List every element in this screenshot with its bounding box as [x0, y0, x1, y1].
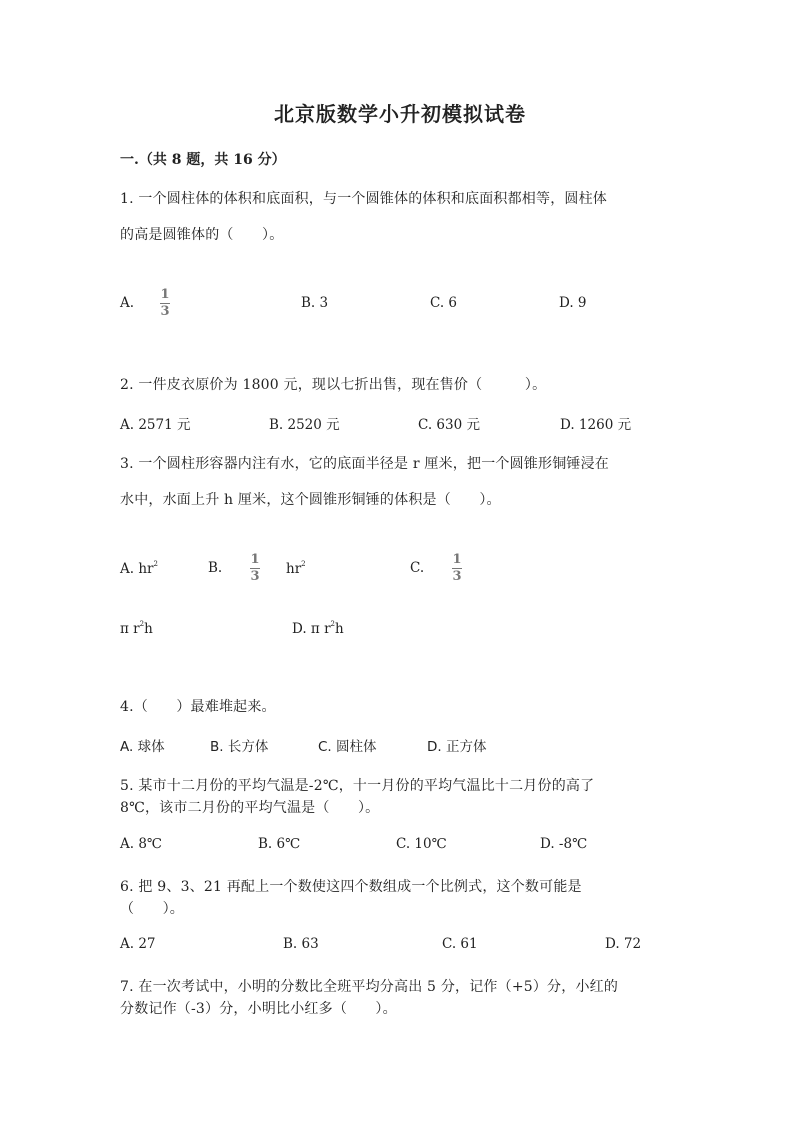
option-d-text: D. π r: [292, 621, 331, 637]
question-1-line-1: 1. 一个圆柱体的体积和底面积，与一个圆锥体的体积和底面积都相等，圆柱体: [120, 191, 608, 207]
fraction-denominator: 3: [452, 569, 462, 584]
exponent: 2: [330, 620, 336, 628]
option-c[interactable]: C. 6: [430, 295, 458, 311]
option-b-tail: [286, 560, 306, 577]
option-b[interactable]: B. 6℃: [258, 836, 301, 852]
option-d[interactable]: [292, 620, 344, 637]
fraction-numerator: 1: [160, 287, 170, 302]
option-c[interactable]: C. 圆柱体: [318, 739, 377, 755]
question-6-line-2: （ ）。: [120, 901, 184, 917]
option-a-text: A. hr: [120, 561, 154, 577]
option-b[interactable]: B. 长方体: [210, 739, 269, 755]
option-d[interactable]: D. -8℃: [540, 836, 588, 852]
fraction-denominator: 3: [160, 304, 170, 319]
section-heading: 一.（共 8 题，共 16 分）: [120, 152, 286, 168]
option-b[interactable]: B. 3: [301, 295, 329, 311]
question-6-line-1: 6. 把 9、3、21 再配上一个数使这四个数组成一个比例式，这个数可能是: [120, 879, 582, 895]
option-c-tail: [120, 620, 153, 637]
option-d-h: h: [335, 621, 344, 637]
option-c-label[interactable]: C.: [410, 560, 425, 576]
option-a[interactable]: A. 27: [120, 936, 156, 952]
question-2-line-1: 2. 一件皮衣原价为 1800 元，现以七折出售，现在售价（ ）。: [120, 377, 547, 393]
option-d[interactable]: D. 72: [605, 936, 642, 952]
option-c[interactable]: C. 61: [442, 936, 478, 952]
option-b-fraction: [250, 553, 260, 584]
question-5-line-1: 5. 某市十二月份的平均气温是-2℃，十一月份的平均气温比十二月份的高了: [120, 778, 595, 794]
option-a-fraction: [160, 288, 170, 319]
option-d[interactable]: D. 9: [559, 295, 587, 311]
option-c[interactable]: C. 10℃: [396, 836, 447, 852]
option-b[interactable]: B. 2520 元: [269, 417, 340, 433]
option-b[interactable]: B. 63: [283, 936, 319, 952]
option-c-fraction: [452, 553, 462, 584]
option-d[interactable]: D. 1260 元: [560, 417, 632, 433]
option-a-label[interactable]: A.: [120, 295, 135, 311]
option-a[interactable]: [120, 560, 158, 577]
question-4-line-1: 4.（ ）最难堆起来。: [120, 699, 276, 715]
question-1-line-2: 的高是圆锥体的（ ）。: [120, 227, 284, 243]
fraction-numerator: 1: [250, 552, 260, 567]
question-5-line-2: 8℃，该市二月份的平均气温是（ ）。: [120, 800, 380, 816]
question-7-line-2: 分数记作（-3）分，小明比小红多（ ）。: [120, 1001, 397, 1017]
option-a[interactable]: A. 2571 元: [120, 417, 191, 433]
question-7-line-1: 7. 在一次考试中，小明的分数比全班平均分高出 5 分，记作（+5）分，小红的: [120, 979, 619, 995]
question-3-line-2: 水中，水面上升 h 厘米，这个圆锥形铜锤的体积是（ ）。: [120, 492, 501, 508]
option-c[interactable]: C. 630 元: [418, 417, 480, 433]
option-a[interactable]: A. 8℃: [120, 836, 163, 852]
page-title: 北京版数学小升初模拟试卷: [274, 102, 526, 126]
option-c-h: h: [144, 621, 153, 637]
option-a[interactable]: A. 球体: [120, 739, 165, 755]
fraction-denominator: 3: [250, 569, 260, 584]
option-c-tail-text: π r: [120, 621, 140, 637]
option-b-tail-text: hr: [286, 561, 302, 577]
exponent: 2: [153, 560, 158, 568]
exponent: 2: [301, 560, 306, 568]
option-d[interactable]: D. 正方体: [427, 739, 487, 755]
question-3-line-1: 3. 一个圆柱形容器内注有水，它的底面半径是 r 厘米，把一个圆锥形铜锤浸在: [120, 456, 609, 472]
fraction-numerator: 1: [452, 552, 462, 567]
exponent: 2: [139, 620, 145, 628]
option-b-label[interactable]: B.: [208, 560, 223, 576]
